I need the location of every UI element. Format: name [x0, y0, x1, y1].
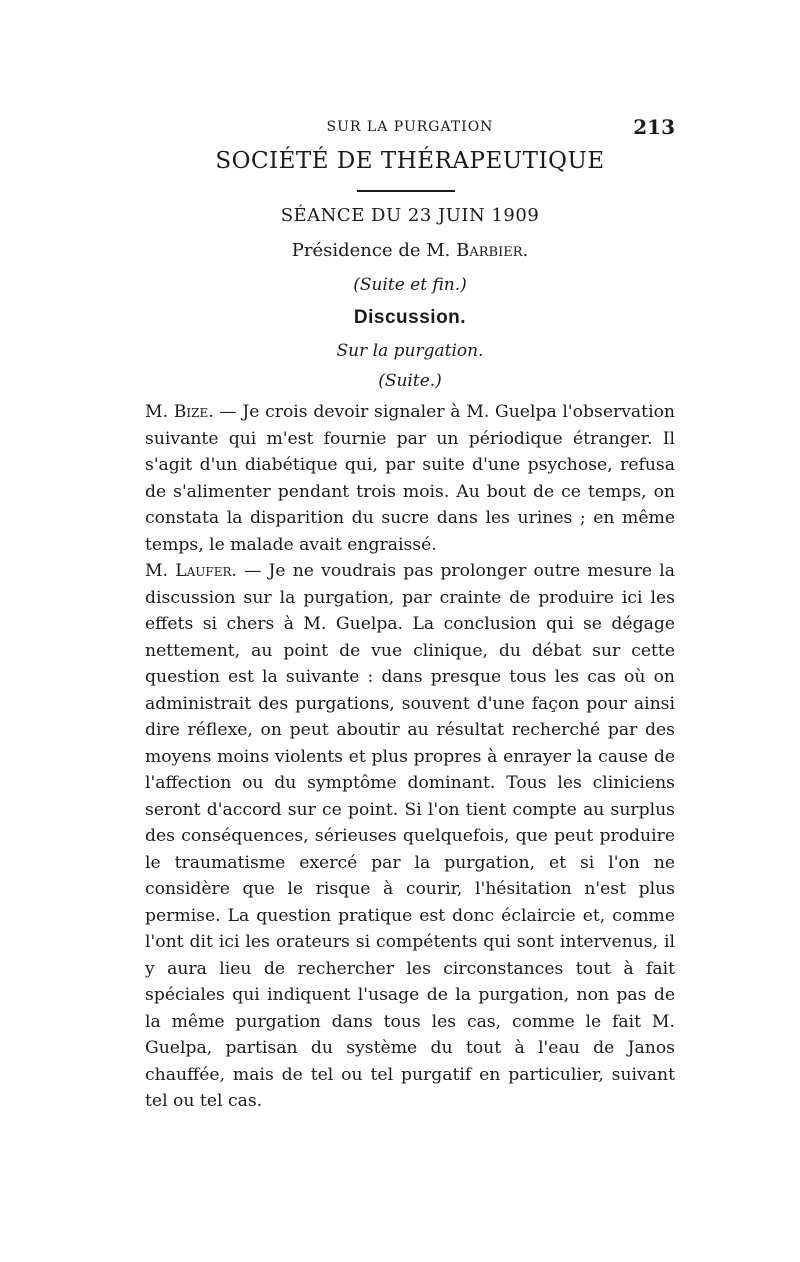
speaker-name: M. Bize. [145, 402, 214, 422]
suite-et-fin: (Suite et fin.) [353, 275, 467, 295]
president-name: M. Barbier. [426, 240, 529, 261]
session-heading: SÉANCE DU 23 JUIN 1909 [280, 205, 540, 226]
running-header [145, 117, 675, 141]
discussion-topic: Sur la purgation. [336, 341, 484, 361]
discussion-suite: (Suite.) [378, 371, 442, 391]
discussion-body [145, 399, 675, 1115]
society-title: SOCIÉTÉ DE THÉRAPEUTIQUE [215, 148, 605, 174]
discussion-heading: Discussion. [353, 307, 467, 328]
presidence-prefix: Présidence de [291, 240, 427, 261]
running-title: SUR LA PURGATION [326, 119, 494, 135]
paragraph-bize [145, 399, 675, 558]
presidence-line [145, 240, 675, 261]
title-rule [357, 190, 455, 192]
paragraph-text: — Je crois devoir signaler à M. Guelpa l'observation suivante qui m'est fournie par un périodique étranger. Il s'agit d'un diabétique qui, par suite d'une psychose, refusa de s'alimenter pendant trois mois. Au bout de ce temps, on constata la disparition du sucre dans les urines ; en même temps, le malade avait engraissé. [145, 402, 675, 555]
speaker-name: M. Laufer. [145, 561, 237, 581]
paragraph-text: — Je ne voudrais pas prolonger outre mesure la discussion sur la purgation, par crainte de produire ici les effets si chers à M. Guelpa. La conclusion qui se dégage nettement, au point de vue clinique, du débat sur cette question est la suivante : dans presque tous les cas où on administrait des purgations, souvent d'une façon pour ainsi dire réflexe, on peut aboutir au résultat recherché par des moyens moins violents et plus propres à enrayer la cause de l'affection ou du symptôme dominant. Tous les cliniciens seront d'accord sur ce point. Si l'on tient compte au surplus des conséquences, sérieuses quelquefois, que peut produire le traumatisme exercé par la purgation, et si l'on ne considère que le risque à courir, l'hésitation n'est plus permise. La question pratique est donc éclaircie et, comme l'ont dit ici les orateurs si compétents qui sont intervenus, il y aura lieu de rechercher les circonstances tout à fait spéciales qui indiquent l'usage de la purgation, non pas de la même purgation dans tous les cas, comme le fait M. Guelpa, partisan du système du tout à l'eau de Janos chauffée, mais de tel ou tel purgatif en particulier, suivant tel ou tel cas. [145, 561, 675, 1111]
page-number: 213 [633, 115, 675, 139]
paragraph-laufer [145, 558, 675, 1115]
